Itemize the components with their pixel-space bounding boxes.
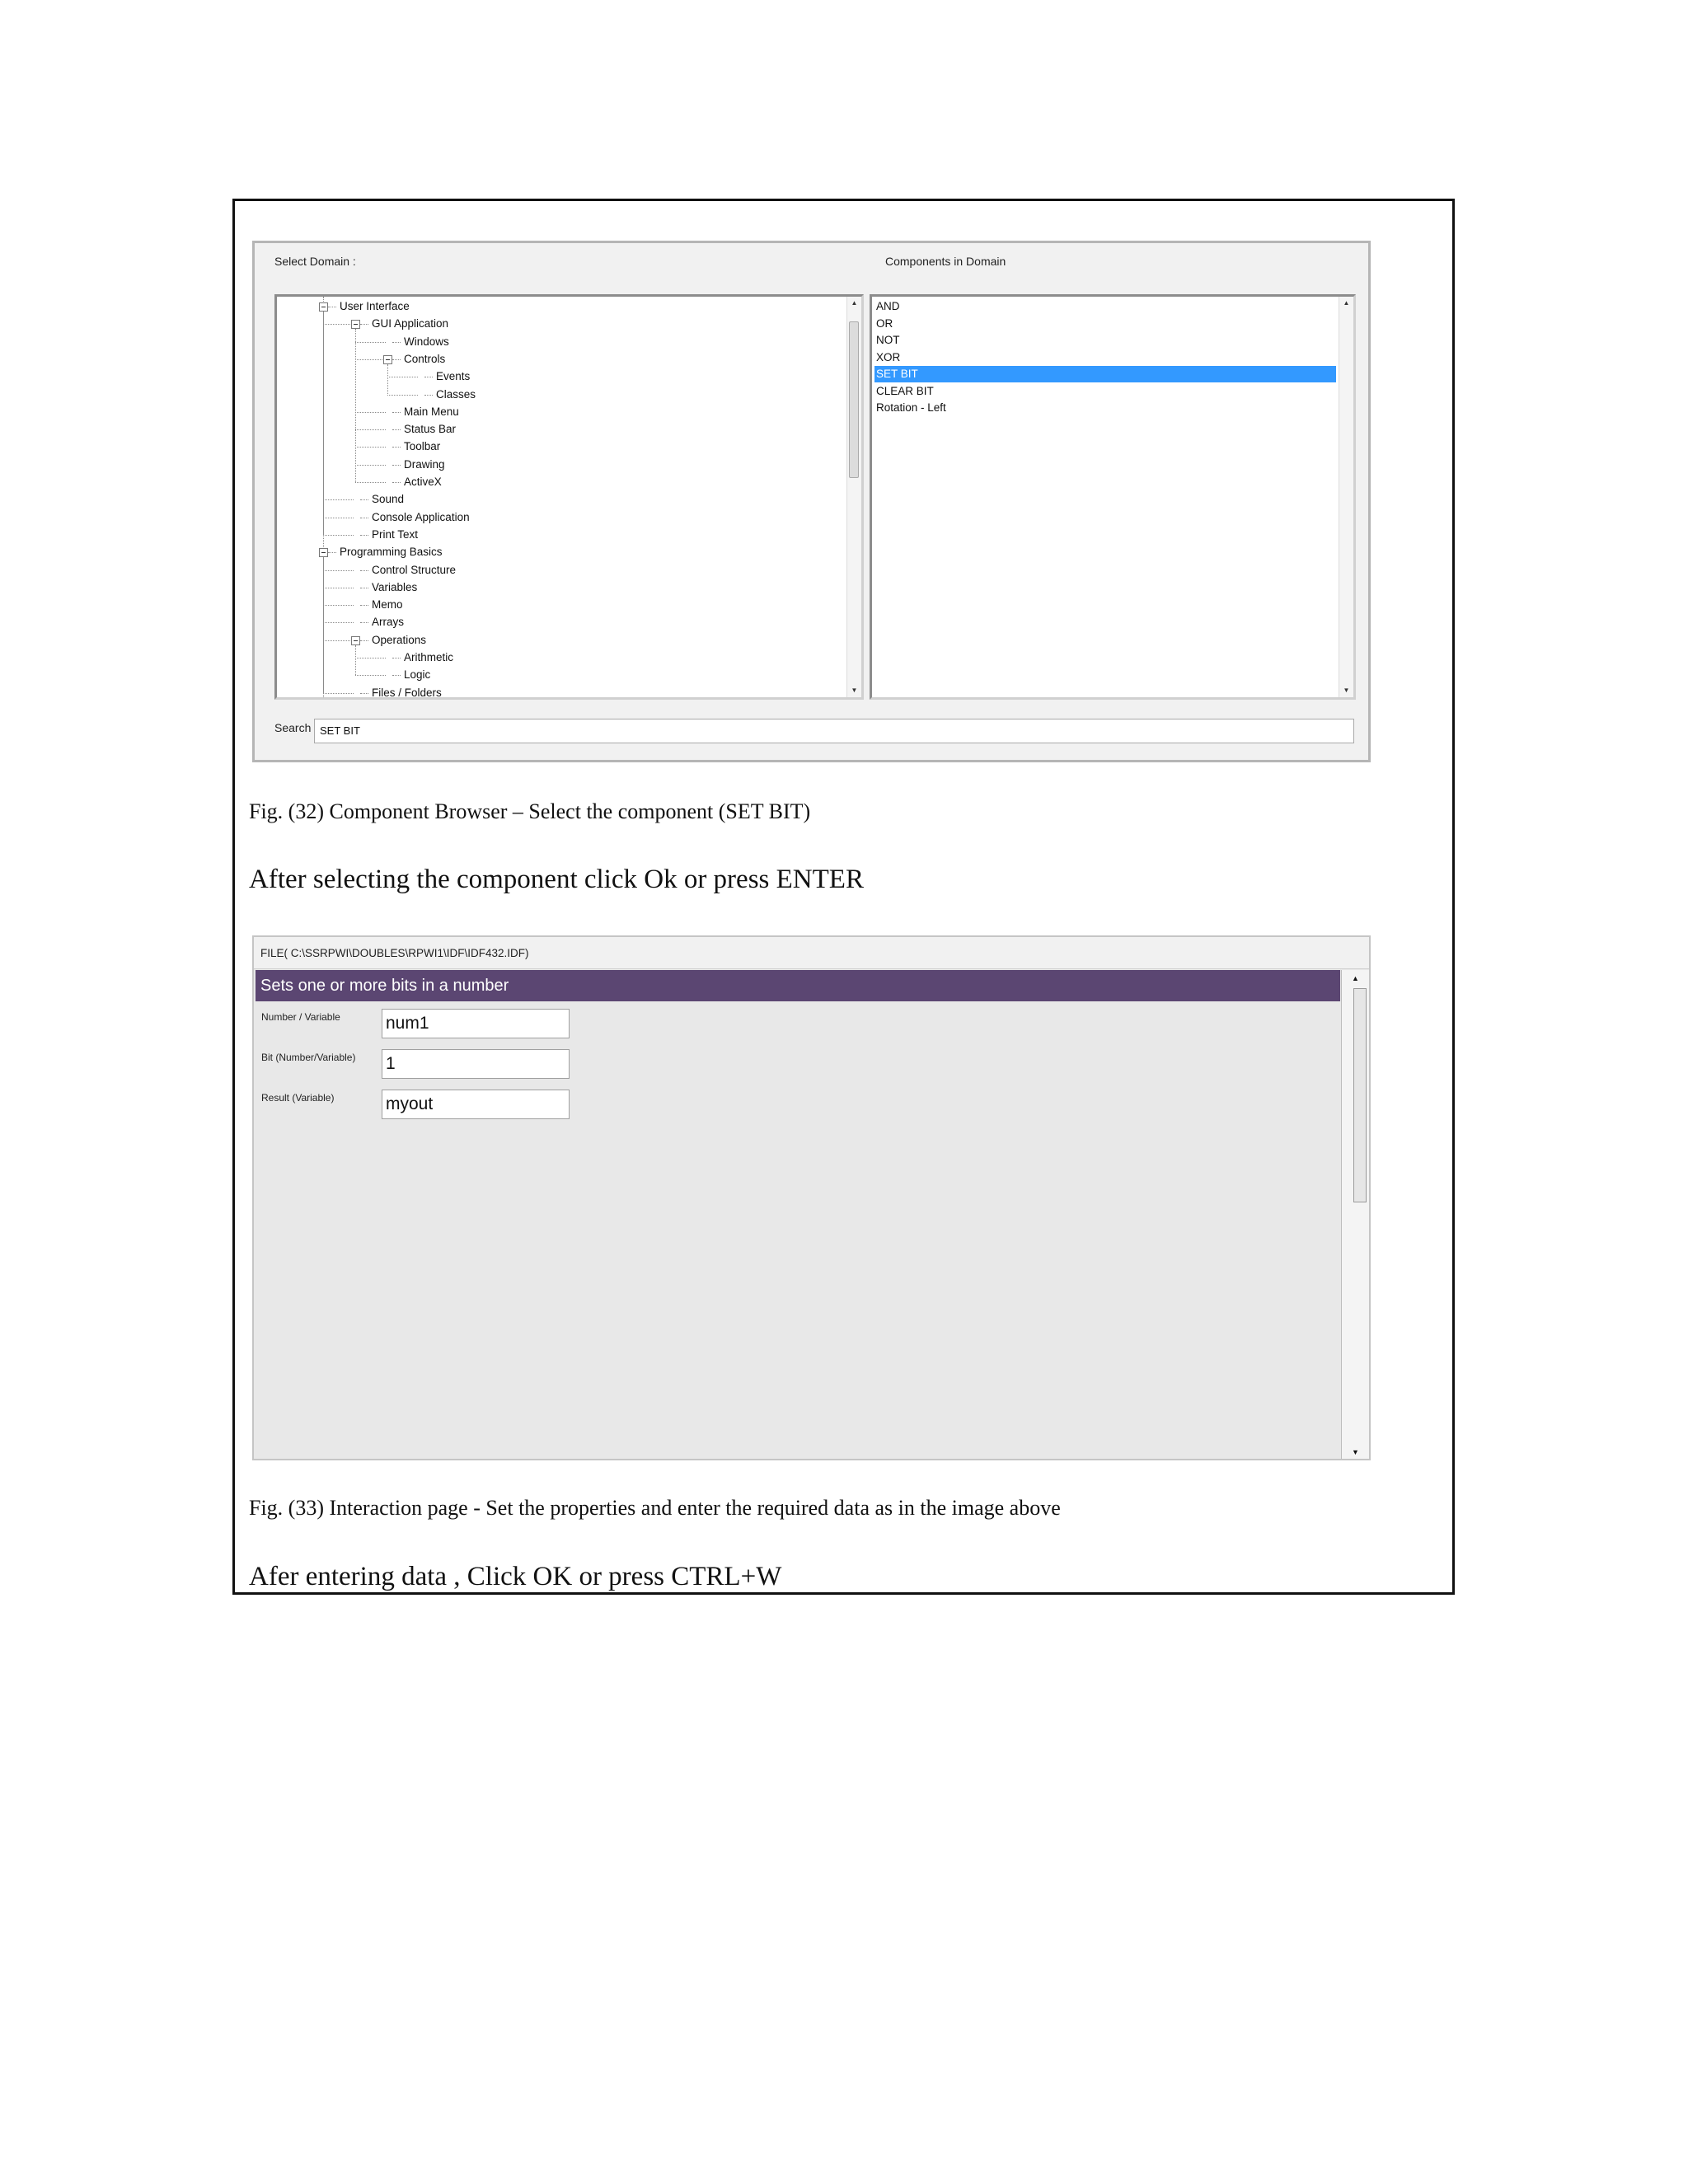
tree-connector-line xyxy=(360,640,368,641)
tree-connector-line xyxy=(355,482,386,483)
components-in-domain-label: Components in Domain xyxy=(885,255,1006,268)
figure-32-caption: Fig. (32) Component Browser – Select the component (SET BIT) xyxy=(249,799,811,823)
tree-connector-line xyxy=(355,675,386,676)
tree-connector-line xyxy=(323,297,324,697)
tree-connector-line xyxy=(323,640,354,641)
tree-connector-line xyxy=(392,429,401,430)
tree-connector-line xyxy=(360,605,368,606)
tree-connector-line xyxy=(387,395,418,396)
tree-node-label[interactable]: Control Structure xyxy=(372,563,457,576)
tree-node-label[interactable]: Classes xyxy=(436,387,476,401)
tree-node-label[interactable]: Console Application xyxy=(372,510,470,523)
tree-connector-line xyxy=(387,364,388,395)
tree-connector-line xyxy=(355,447,386,448)
tree-connector-line xyxy=(355,342,386,343)
tree-connector-line xyxy=(328,552,336,553)
tree-node-label[interactable]: Arithmetic xyxy=(404,651,454,663)
field-label-result: Result (Variable) xyxy=(261,1092,335,1104)
tree-node-label[interactable]: Programming Basics xyxy=(340,546,443,559)
tree-connector-line xyxy=(355,412,386,413)
tree-connector-line xyxy=(392,342,401,343)
scroll-thumb[interactable] xyxy=(1353,988,1367,1202)
scroll-up-arrow-icon[interactable]: ▲ xyxy=(1352,974,1359,982)
component-list-item[interactable]: Rotation - Left xyxy=(876,401,946,414)
domain-tree[interactable] xyxy=(274,294,864,700)
tree-node-label[interactable]: Variables xyxy=(372,580,418,593)
tree-node-label[interactable]: Windows xyxy=(404,335,449,348)
scroll-thumb[interactable] xyxy=(849,321,859,478)
interaction-scrollbar[interactable] xyxy=(1341,970,1369,1460)
tree-connector-line xyxy=(323,535,354,536)
tree-connector-line xyxy=(360,693,368,694)
tree-connector-line xyxy=(323,622,354,623)
tree-node-label[interactable]: Status Bar xyxy=(404,423,457,436)
tree-connector-line xyxy=(360,622,368,623)
tree-node-label[interactable]: Arrays xyxy=(372,616,405,629)
tree-connector-line xyxy=(392,359,401,360)
components-list-scrollbar[interactable] xyxy=(1339,297,1353,697)
domain-tree-content xyxy=(277,297,842,697)
tree-connector-line xyxy=(355,465,386,466)
tree-node-label[interactable]: Logic xyxy=(404,668,431,682)
figure-33-caption: Fig. (33) Interaction page - Set the properties and enter the required data as in the image above xyxy=(249,1496,1061,1520)
component-list-item[interactable]: XOR xyxy=(876,350,901,363)
tree-connector-line xyxy=(360,535,368,536)
collapse-toggle-icon[interactable] xyxy=(383,355,392,364)
tree-connector-line xyxy=(323,324,354,325)
search-input[interactable]: SET BIT xyxy=(314,719,1354,743)
tree-connector-line xyxy=(355,329,356,482)
tree-node-label[interactable]: Memo xyxy=(372,598,403,612)
component-description-title: Sets one or more bits in a number xyxy=(256,970,1340,1001)
tree-node-label[interactable]: Files / Folders xyxy=(372,686,442,699)
tree-connector-line xyxy=(355,645,356,676)
tree-node-label[interactable]: Events xyxy=(436,370,471,383)
tree-node-label[interactable]: Toolbar xyxy=(404,440,441,453)
tree-connector-line xyxy=(392,447,401,448)
tree-connector-line xyxy=(392,675,401,676)
tree-connector-line xyxy=(360,570,368,571)
tree-connector-line xyxy=(424,395,433,396)
scroll-down-arrow-icon[interactable]: ▼ xyxy=(1352,1448,1359,1456)
component-list-item[interactable]: AND xyxy=(876,300,900,312)
tree-node-label[interactable]: Print Text xyxy=(372,527,419,541)
collapse-toggle-icon[interactable] xyxy=(351,320,360,329)
tree-connector-line xyxy=(323,693,354,694)
tree-connector-line xyxy=(355,359,386,360)
scroll-up-arrow-icon[interactable]: ▲ xyxy=(851,299,858,307)
select-domain-label: Select Domain : xyxy=(274,255,356,268)
collapse-toggle-icon[interactable] xyxy=(319,302,328,312)
instruction-select-component: After selecting the component click Ok or press ENTER xyxy=(249,865,864,894)
tree-connector-line xyxy=(355,429,386,430)
instruction-enter-data: Afer entering data , Click OK or press CTRL+W xyxy=(249,1562,782,1591)
scroll-down-arrow-icon[interactable]: ▼ xyxy=(1343,687,1350,694)
tree-node-label[interactable]: Drawing xyxy=(404,457,445,471)
collapse-toggle-icon[interactable] xyxy=(351,636,360,645)
component-list-item[interactable]: SET BIT xyxy=(874,366,1336,382)
tree-connector-line xyxy=(323,570,354,571)
result-variable-input[interactable]: myout xyxy=(382,1090,570,1119)
tree-node-label[interactable]: ActiveX xyxy=(404,476,442,488)
tree-node-label[interactable]: GUI Application xyxy=(372,317,449,330)
file-path-bar: FILE( C:\SSRPWI\DOUBLES\RPWI1\IDF\IDF432.IDF) xyxy=(254,937,1369,969)
tree-connector-line xyxy=(323,605,354,606)
component-browser-screenshot xyxy=(252,241,1371,762)
tree-node-label[interactable]: Sound xyxy=(372,493,405,506)
components-list[interactable] xyxy=(870,294,1356,700)
scroll-down-arrow-icon[interactable]: ▼ xyxy=(851,687,858,694)
tree-node-label[interactable]: User Interface xyxy=(340,300,410,312)
tree-connector-line xyxy=(323,499,354,500)
component-list-item[interactable]: CLEAR BIT xyxy=(876,384,934,397)
interaction-page-screenshot xyxy=(252,935,1371,1460)
field-label-number-variable: Number / Variable xyxy=(261,1011,340,1023)
component-list-item[interactable]: NOT xyxy=(876,334,900,346)
tree-connector-line xyxy=(360,499,368,500)
number-variable-input[interactable]: num1 xyxy=(382,1009,570,1038)
field-label-bit: Bit (Number/Variable) xyxy=(261,1052,356,1063)
tree-node-label[interactable]: Operations xyxy=(372,633,427,646)
component-list-item[interactable]: OR xyxy=(876,316,893,330)
collapse-toggle-icon[interactable] xyxy=(319,548,328,557)
tree-node-label[interactable]: Controls xyxy=(404,352,446,365)
scroll-up-arrow-icon[interactable]: ▲ xyxy=(1343,299,1350,307)
tree-connector-line xyxy=(392,412,401,413)
tree-node-label[interactable]: Main Menu xyxy=(404,405,459,418)
tree-connector-line xyxy=(392,482,401,483)
tree-connector-line xyxy=(392,465,401,466)
search-label: Search xyxy=(274,721,312,734)
tree-connector-line xyxy=(360,324,368,325)
bit-input[interactable]: 1 xyxy=(382,1049,570,1079)
domain-tree-scrollbar[interactable] xyxy=(846,297,861,697)
